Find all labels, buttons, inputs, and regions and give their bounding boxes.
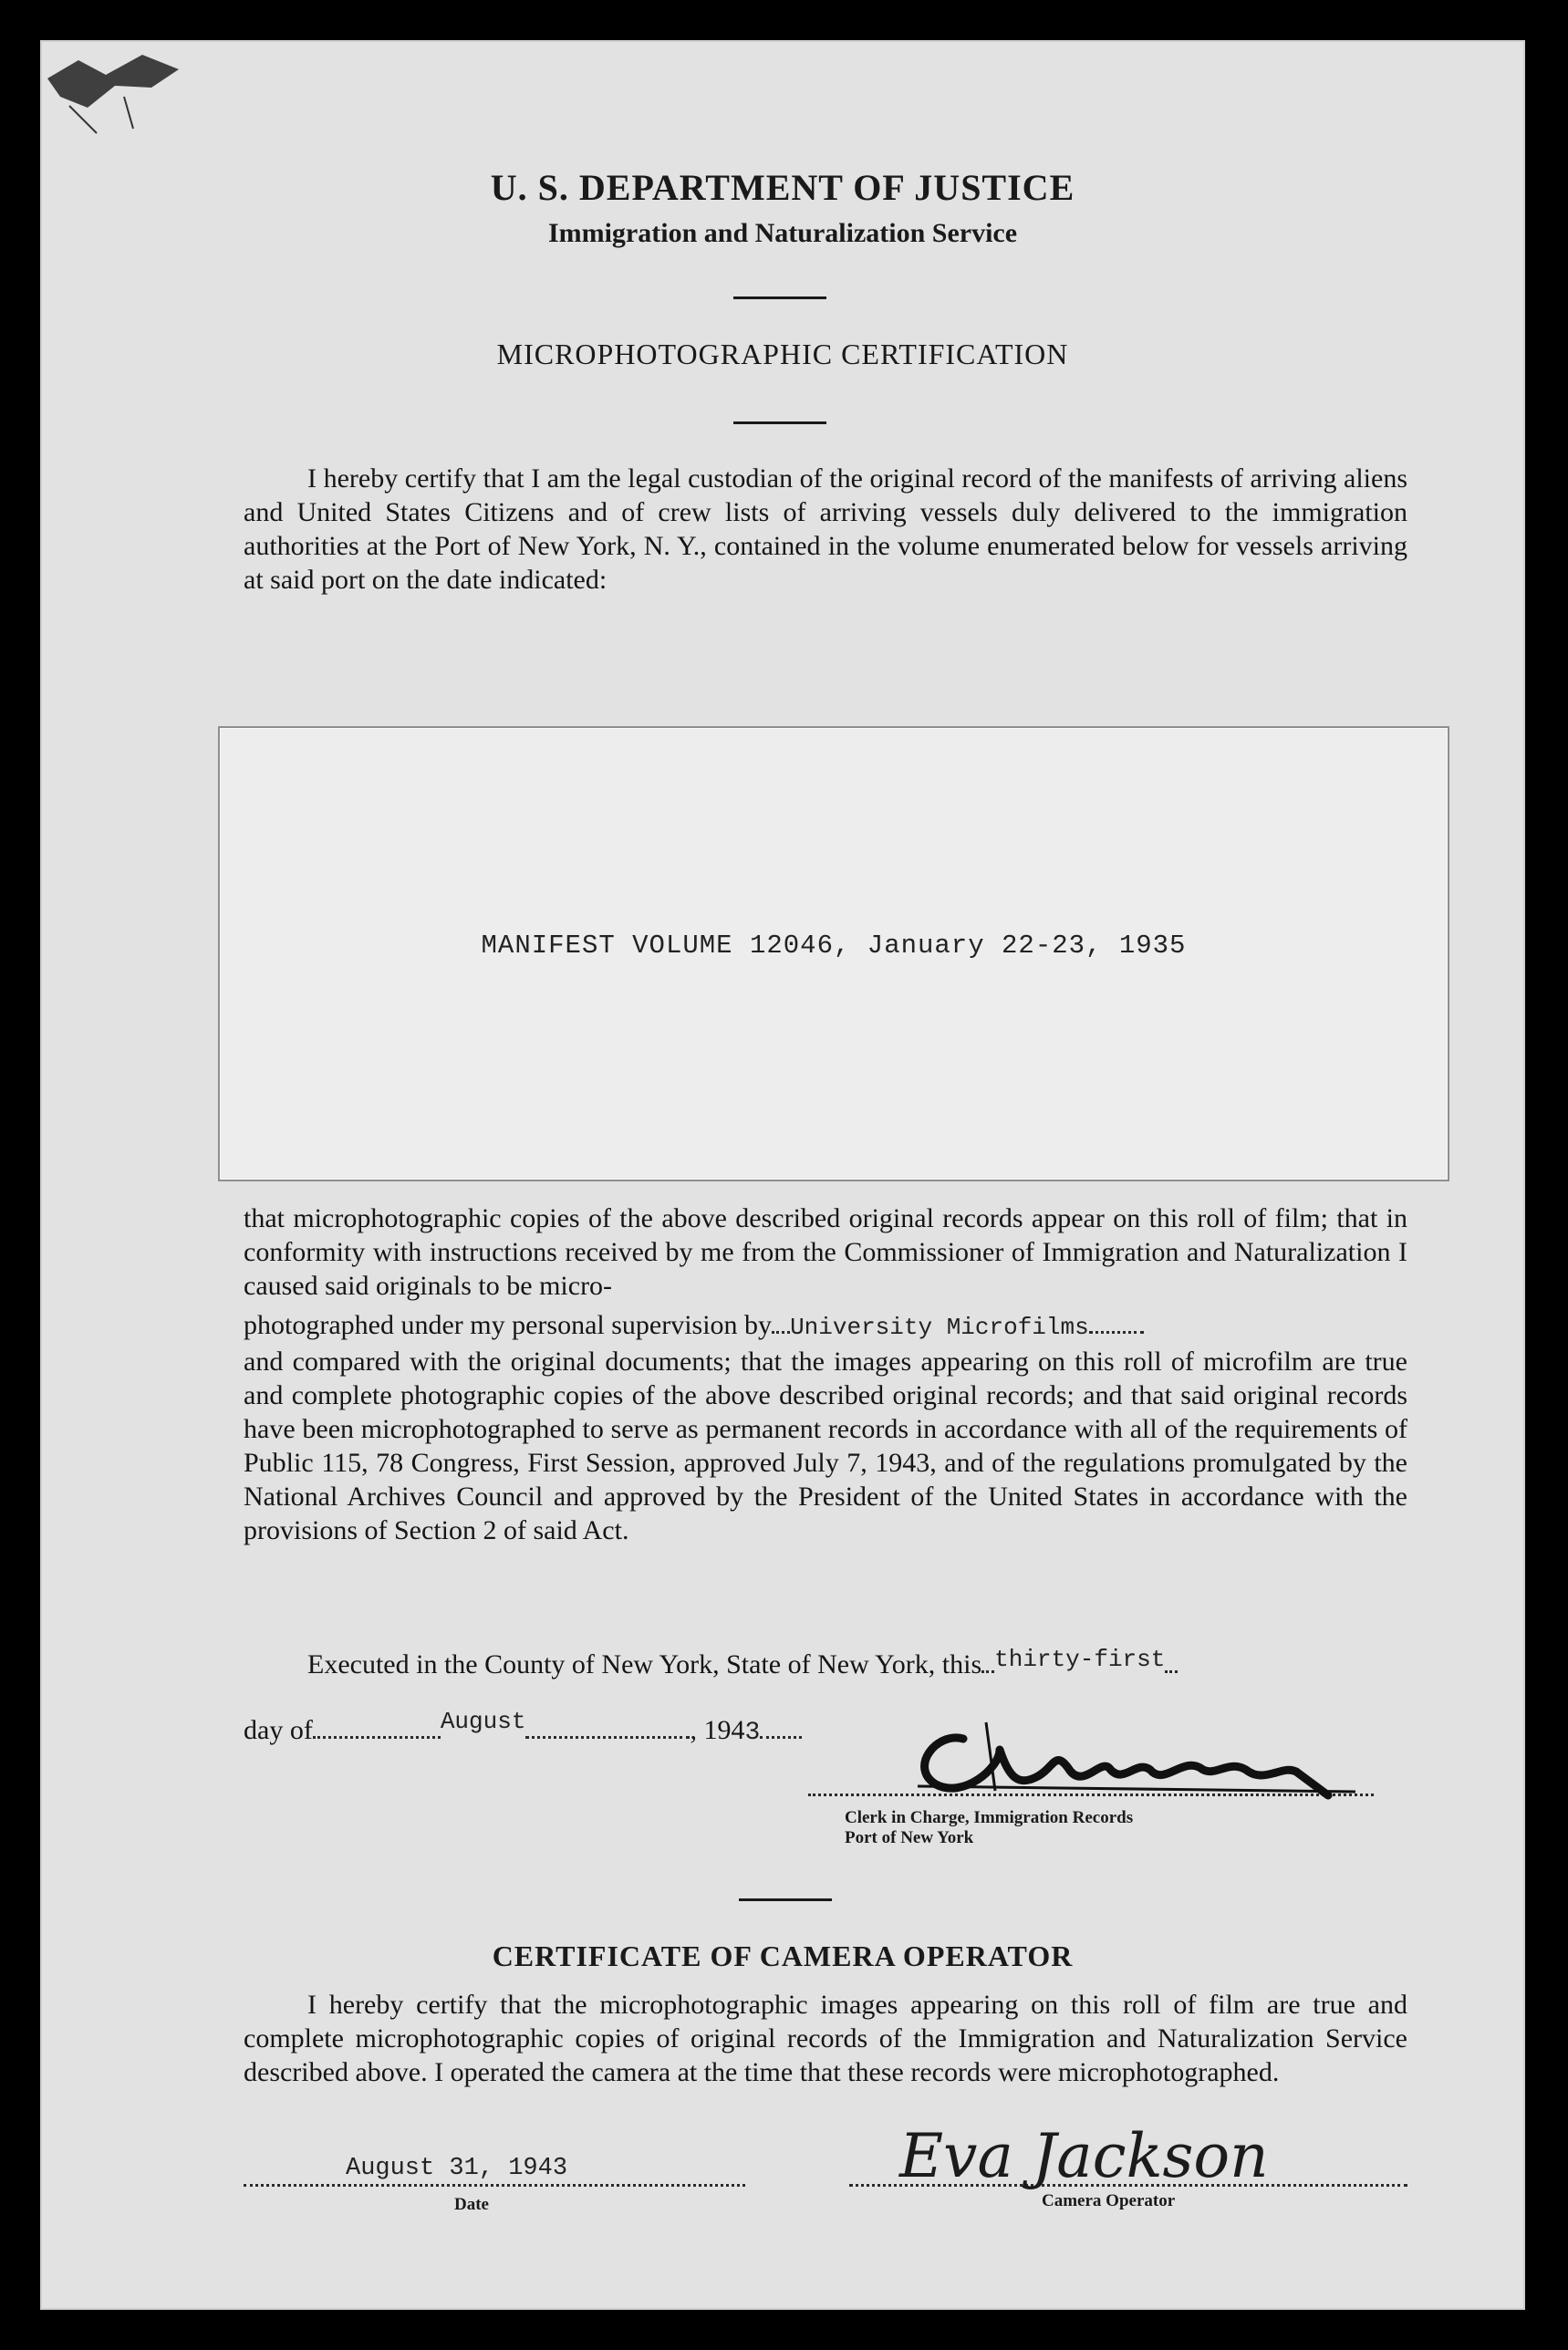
day-of-label: day of [244, 1715, 313, 1745]
executed-prefix: Executed in the County of New York, State of New York, this [307, 1649, 982, 1679]
divider [739, 1898, 832, 1901]
clerk-title-line1: Clerk in Charge, Immigration Records [845, 1808, 1134, 1827]
corner-tear-mark [42, 42, 188, 142]
operator-date-field [244, 2157, 745, 2187]
divider [733, 296, 826, 299]
clerk-signature [899, 1704, 1374, 1814]
year-digit: 3 [744, 1719, 761, 1747]
certification-body [244, 1201, 1407, 1547]
camera-operator-heading: CERTIFICATE OF CAMERA OPERATOR [492, 1939, 1074, 1972]
body-text-part1: that microphotographic copies of the above described original records appear on this roll of film; that in conformity with instructions received by me from the Commissioner of Immigration and Naturalization I caused said originals to be micro- [244, 1203, 1407, 1301]
clerk-title-line2: Port of New York [845, 1828, 974, 1847]
operator-signature [899, 2095, 1337, 2204]
photographed-by-prefix: photographed under my personal supervision by [244, 1310, 773, 1340]
intro-text: I hereby certify that I am the legal custodian of the original record of the manifests of arriving aliens and United States Citizens and of crew lists of arriving vessels duly delivered to the immigration authorities at the Port of New York, N. Y., contained in the volume enumerated below for vessels arriving at said port on the date indicated: [244, 463, 1407, 595]
certification-title: MICROPHOTOGRAPHIC CERTIFICATION [496, 338, 1069, 370]
camera-operator-statement: I hereby certify that the microphotographic images appearing on this roll of film are true and complete microphotographic copies of original records of the Immigration and Naturalization Service described above. I operated the camera at the time that these records were microphotographed. [244, 1990, 1407, 2087]
manifest-label-box [218, 726, 1449, 1181]
executed-day: thirty-first [994, 1646, 1166, 1673]
executed-month: August [440, 1708, 526, 1735]
service-subtitle: Immigration and Naturalization Service [547, 218, 1018, 248]
intro-paragraph [244, 462, 1407, 597]
operator-date-value: August 31, 1943 [346, 2155, 568, 2182]
body-text-part2: and compared with the original documents; that the images appearing on this roll of microfilm are true and complete photographic copies of the above described original records; and that said original records have been microphotographed to serve as permanent records in accordance with all of the requirements of Public 115, 78 Congress, First Session, approved July 7, 1943, and of the regulations promulgated by the National Archives Council and approved by the President of the United States in accordance with the provisions of Section 2 of said Act. [244, 1347, 1407, 1545]
agency-title: U. S. DEPARTMENT OF JUSTICE [490, 167, 1075, 208]
clerk-title [845, 1808, 1133, 1848]
photographed-by-line [244, 1308, 1407, 1345]
executed-line [307, 1646, 1178, 1680]
photographed-by-value: University Microfilms [790, 1314, 1089, 1341]
document-page [40, 40, 1525, 2310]
operator-label: Camera Operator [1042, 2191, 1176, 2210]
operator-signature-text: Eva Jackson [899, 2121, 1269, 2191]
year-prefix: , 194 [690, 1715, 745, 1745]
operator-date-label: Date [454, 2195, 489, 2214]
day-of-line [244, 1708, 802, 1747]
divider [733, 421, 826, 424]
camera-operator-paragraph [244, 1988, 1407, 2089]
manifest-volume: MANIFEST VOLUME 12046, January 22-23, 1935 [481, 931, 1187, 961]
